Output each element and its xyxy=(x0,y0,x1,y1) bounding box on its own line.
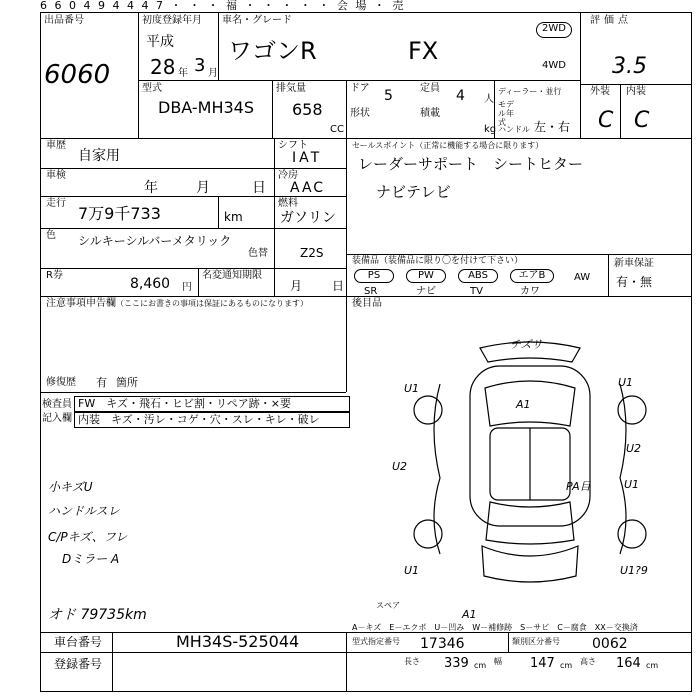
length-label: 長さ xyxy=(404,657,420,666)
sales-point-label: セールスポイント（正常に機能する場合に限ります） xyxy=(352,141,544,150)
exterior-grade: C xyxy=(598,108,614,133)
notice-month: 月 xyxy=(290,279,303,293)
car-name-label: 車名・グレード xyxy=(222,15,292,26)
diagram-mark-2: U1 xyxy=(404,382,420,395)
mileage-label: 走行 xyxy=(46,198,66,209)
mileage-unit: km xyxy=(224,210,243,224)
spec-no-label: 型式指定番号 xyxy=(352,637,400,646)
sales-point-line2: ナビテレビ xyxy=(376,183,451,201)
inspection-day: 日 xyxy=(252,180,266,196)
equipment-label: 装備品（装備品に限り〇を付けて下さい） xyxy=(352,256,524,266)
car-model: ワゴンR xyxy=(228,37,317,65)
class-no: 0062 xyxy=(592,636,628,652)
model-year-label: モデル年式 xyxy=(498,100,514,127)
chassis-value: MH34S-525044 xyxy=(176,632,300,651)
score-label: 評価点 xyxy=(590,15,632,26)
diagram-mark-10: U1?9 xyxy=(620,564,648,577)
usage-label: 車歴 xyxy=(46,140,66,151)
inspection-month: 月 xyxy=(196,180,210,196)
chassis-label: 車台番号 xyxy=(54,635,103,649)
new-car-warranty-value: 有・無 xyxy=(616,275,653,289)
registration-label: 初度登録年月 xyxy=(142,15,202,26)
capacity-unit: 人 xyxy=(484,94,494,105)
plate-label: 登録番号 xyxy=(54,657,103,671)
check-label-1: 検査員 xyxy=(42,399,72,410)
height-unit: cm xyxy=(646,661,659,670)
remarks-label: 注意事項申告欄 xyxy=(46,298,116,309)
hand-note-3: C/Pキズ、フレ xyxy=(48,530,128,544)
shape-label: 形状 xyxy=(350,108,370,119)
diagram-mark-3: U1 xyxy=(618,376,634,389)
usage-value: 自家用 xyxy=(78,148,120,164)
dealer-label: ディーラー・並行 xyxy=(498,87,562,96)
registration-year-unit: 年 xyxy=(178,68,188,79)
rear-seat-label: 後目品 xyxy=(352,298,382,309)
displacement-value: 658 xyxy=(292,100,323,119)
handle-value: 左・右 xyxy=(534,120,571,134)
equip-leather: カワ xyxy=(520,286,540,297)
aircon-value: AAC xyxy=(290,180,326,196)
type-value: DBA-MH34S xyxy=(158,98,255,117)
color-label: 色 xyxy=(46,230,56,241)
repair-place: 箇所 xyxy=(116,376,138,389)
recycle-label: R券 xyxy=(46,270,63,281)
mileage-value: 7万9千733 xyxy=(78,204,161,223)
equip-aw: AW xyxy=(574,272,591,283)
registration-month-unit: 月 xyxy=(208,68,218,79)
doors-label: ドア xyxy=(350,83,370,94)
repair-value: 有 xyxy=(96,376,107,389)
color-code-label: 色替 xyxy=(248,248,268,259)
equip-navi: ナビ xyxy=(416,286,436,297)
notice-label: 名変通知期限 xyxy=(202,270,262,281)
recycle-value: 8,460 xyxy=(130,276,171,292)
hand-note-4: Dミラー A xyxy=(62,552,120,566)
registration-month: 3 xyxy=(194,55,206,76)
length-unit: cm xyxy=(474,661,487,670)
color-value: シルキーシルバーメタリック xyxy=(78,234,232,248)
height-value: 164 xyxy=(616,656,641,671)
spec-no: 17346 xyxy=(420,636,465,652)
load-label: 積載 xyxy=(420,108,440,119)
diagram-mark-4: A1 xyxy=(516,398,531,411)
diagram-mark-11: A1 xyxy=(462,608,477,621)
handle-label: ハンドル xyxy=(498,125,530,134)
interior-label: 内装 xyxy=(626,86,646,97)
car-grade: FX xyxy=(408,37,439,65)
registration-era: 平成 xyxy=(146,34,174,50)
spare-label: スペア xyxy=(376,601,400,610)
check-label-2: 記入欄 xyxy=(42,413,72,424)
diagram-mark-7: PA目 xyxy=(566,480,591,493)
sales-point-line1: レーダーサポート シートヒター xyxy=(358,155,584,173)
equip-pw: PW xyxy=(406,269,446,283)
check-fw-line: FW キズ・飛石・ヒビ割・リペア跡・×要 xyxy=(78,397,291,410)
equip-abs: ABS xyxy=(458,269,498,283)
registration-year: 28 xyxy=(150,55,176,79)
class-no-label: 類別区分番号 xyxy=(512,637,560,646)
doors-value: 5 xyxy=(384,88,393,104)
height-label: 高さ xyxy=(580,657,596,666)
aircon-label: 冷房 xyxy=(278,170,298,181)
displacement-unit: CC xyxy=(330,124,344,135)
notice-day: 日 xyxy=(332,279,345,293)
diagram-mark-6: U2 xyxy=(626,442,642,455)
new-car-warranty-label: 新車保証 xyxy=(614,258,654,269)
load-unit: kg xyxy=(484,124,497,135)
length-value: 339 xyxy=(444,656,469,671)
displacement-label: 排気量 xyxy=(276,83,306,94)
top-header-text: 6 6 0 4 9 4 4 4 7 ・ ・ ・ 福 ・ ・ ・ ・ ・ 会 場 ・ 売 xyxy=(40,0,406,12)
width-label: 幅 xyxy=(494,657,502,666)
drive-4wd: 4WD xyxy=(542,60,566,71)
equip-airbag: エアB xyxy=(510,269,554,283)
type-label: 型式 xyxy=(142,83,162,94)
diagram-mark-8: U1 xyxy=(624,478,640,491)
inspection-year: 年 xyxy=(144,180,158,196)
diagram-mark-9: U1 xyxy=(404,564,420,577)
odometer-note: オド 79735km xyxy=(48,607,147,623)
fuel-label: 燃料 xyxy=(278,198,298,209)
shift-label: シフト xyxy=(278,140,308,151)
drive-2wd: 2WD xyxy=(536,22,572,38)
check-interior-line: 内装 キズ・汚レ・コゲ・穴・スレ・キレ・破レ xyxy=(78,413,320,426)
repair-label: 修復歴 xyxy=(46,377,76,388)
inspection-label: 車検 xyxy=(46,170,66,181)
exterior-label: 外装 xyxy=(590,86,610,97)
equip-tv: TV xyxy=(470,286,483,297)
shift-value: IAT xyxy=(292,150,323,166)
equip-sr: SR xyxy=(364,286,378,297)
equip-ps: PS xyxy=(354,269,394,283)
lot-number: 6060 xyxy=(44,60,111,90)
hand-note-1: 小キズU xyxy=(48,480,93,494)
color-code: Z2S xyxy=(300,246,324,260)
recycle-unit: 円 xyxy=(182,282,192,293)
remarks-note: （ここにお書きの事項は保証にあるものになります） xyxy=(116,299,308,308)
width-unit: cm xyxy=(560,661,573,670)
diagram-mark-1: チズリ xyxy=(510,338,543,351)
capacity-label: 定員 xyxy=(420,83,440,94)
hand-note-2: ハンドルスレ xyxy=(48,504,120,518)
fuel-value: ガソリン xyxy=(280,210,336,226)
capacity-value: 4 xyxy=(456,88,465,104)
diagram-mark-5: U2 xyxy=(392,460,408,473)
width-value: 147 xyxy=(530,656,555,671)
score-value: 3.5 xyxy=(612,54,647,79)
damage-legend: A－キズ E－エクボ U－凹み W－補修跡 S－サビ C－腐食 XX－交換済 xyxy=(352,623,638,632)
lot-number-label: 出品番号 xyxy=(44,15,84,26)
interior-grade: C xyxy=(634,108,650,133)
